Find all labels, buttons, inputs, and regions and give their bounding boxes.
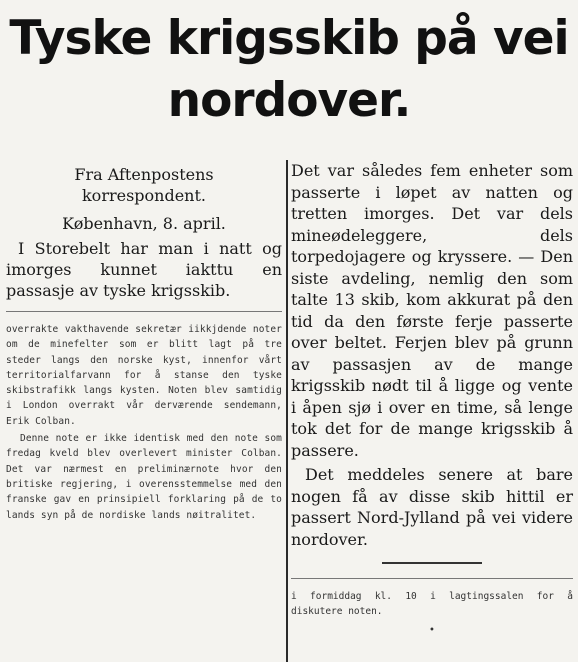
- bullet-dot: •: [429, 625, 435, 636]
- byline-line-1: Fra Aftenpostens: [74, 165, 214, 184]
- small-paragraph-2: Denne note er ikke identisk med den note som fredag kveld blev overlevert minister Colban. Det var nærmest en preliminærnote hvor den britiske regjering, i overensstemmelse med den franske gav en prinsipiell forklaring på de to lands syn på de nordiske lands nøitralitet.: [6, 433, 282, 521]
- byline-line-2: korrespondent.: [81, 186, 206, 205]
- headline-line-2: nordover.: [167, 73, 411, 128]
- right-column: [291, 160, 573, 636]
- end-rule: [382, 562, 482, 564]
- headline: [0, 8, 578, 132]
- section-rule-right: [291, 578, 573, 579]
- column-divider: [286, 160, 288, 662]
- body-paragraph-1: Det var således fem enheter som passerte i løpet av natten og tretten imorges. Det var dels mineødeleggere, dels torpedojagere og kryssere. — Den siste avdeling, nemlig den som talte 13 skib, kom akkurat på den tid da den første ferje passerte over beltet. Ferjen blev på grunn av passasjen av de mange krigsskib nødt til å ligge og vente i åpen sjø i over en time, så lenge tok det for de mange krigsskib å passere.: [291, 161, 573, 460]
- lead-paragraph: I Storebelt har man i natt og imorges kunnet iakttu en passasje av tyske krigsskib.: [6, 239, 282, 300]
- body-paragraph-2: Det meddeles senere at bare nogen få av disse skib hittil er passert Nord-Jylland på vei videre nordover.: [291, 465, 573, 549]
- section-rule: [6, 311, 282, 312]
- dateline: København, 8. april.: [62, 214, 226, 233]
- small-paragraph-1: overrakte vakthavende sekretær iikkjdende noter om de minefelter som er blitt lagt på tre steder langs den norske kyst, innenfor vårt territorialfarvann for å stanse den tyske skibstrafikk langs kysten. Noten blev samtidig i London overrakt vår derværende sendemann, Erik Colban.: [6, 324, 282, 427]
- headline-line-1: Tyske krigsskib på vei: [9, 11, 569, 66]
- left-column: [6, 160, 282, 523]
- small-paragraph-right: i formiddag kl. 10 i lagtingssalen for å diskutere noten.: [291, 591, 573, 617]
